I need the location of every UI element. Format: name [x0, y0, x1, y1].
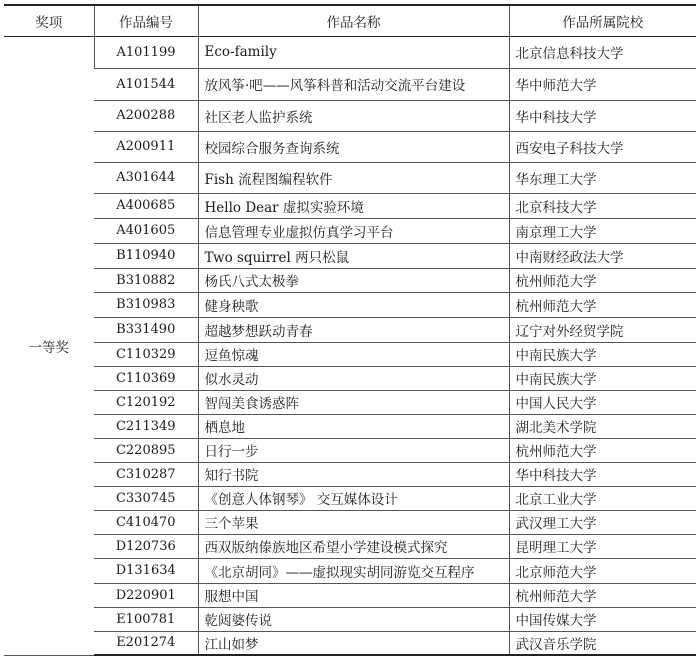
- work-name-cell: 校园综合服务查询系统: [198, 131, 509, 162]
- work-name-cell: 超越梦想跃动青春: [198, 317, 509, 342]
- work-code-cell: C110329: [94, 342, 198, 366]
- work-name-cell: 社区老人监护系统: [198, 100, 509, 131]
- table-row: [4, 162, 696, 193]
- work-name-cell: 乾闼婆传说: [198, 607, 509, 631]
- table-row: [4, 607, 696, 631]
- award-cell: 一等奖: [4, 36, 94, 655]
- table-row: [4, 317, 696, 342]
- work-code-cell: E100781: [94, 607, 198, 631]
- work-code-cell: C120192: [94, 390, 198, 414]
- work-name-cell: 知行书院: [198, 462, 509, 486]
- school-cell: 武汉理工大学: [509, 510, 696, 534]
- work-code-cell: A401605: [94, 218, 198, 243]
- school-cell: 华中师范大学: [509, 68, 696, 100]
- work-name-cell: 杨氏八式太极拳: [198, 268, 509, 292]
- work-name-cell: 西双版纳傣族地区希望小学建设模式探究: [198, 534, 509, 558]
- work-name-cell: 放风筝·吧——风筝科普和活动交流平台建设: [198, 68, 509, 100]
- header-name: 作品名称: [198, 5, 509, 36]
- work-code-cell: A400685: [94, 193, 198, 218]
- school-cell: 昆明理工大学: [509, 534, 696, 558]
- school-cell: 北京师范大学: [509, 558, 696, 583]
- work-name-cell: 智闯美食诱惑阵: [198, 390, 509, 414]
- table-header: [4, 5, 696, 36]
- work-code-cell: B110940: [94, 243, 198, 268]
- school-cell: 华中科技大学: [509, 462, 696, 486]
- work-code-cell: D220901: [94, 583, 198, 607]
- work-code-cell: C220895: [94, 438, 198, 462]
- table-row: [4, 292, 696, 317]
- school-cell: 华中科技大学: [509, 100, 696, 131]
- school-cell: 北京科技大学: [509, 193, 696, 218]
- work-name-cell: 信息管理专业虚拟仿真学习平台: [198, 218, 509, 243]
- work-name-cell: 三个苹果: [198, 510, 509, 534]
- work-name-cell: Hello Dear 虚拟实验环境: [198, 193, 509, 218]
- work-name-cell: 《北京胡同》——虚拟现实胡同游览交互程序: [198, 558, 509, 583]
- school-cell: 南京理工大学: [509, 218, 696, 243]
- table-row: [4, 414, 696, 438]
- table-row: [4, 100, 696, 131]
- work-name-cell: 江山如梦: [198, 631, 509, 655]
- school-cell: 中南财经政法大学: [509, 243, 696, 268]
- work-name-cell: 似水灵动: [198, 366, 509, 390]
- table-body: [4, 36, 696, 655]
- table-row: [4, 36, 696, 68]
- work-name-cell: 日行一步: [198, 438, 509, 462]
- work-name-cell: 栖息地: [198, 414, 509, 438]
- table-row: [4, 131, 696, 162]
- school-cell: 辽宁对外经贸学院: [509, 317, 696, 342]
- school-cell: 华东理工大学: [509, 162, 696, 193]
- header-row: [4, 5, 696, 36]
- work-code-cell: E201274: [94, 631, 198, 655]
- awards-table: [4, 4, 696, 656]
- school-cell: 北京信息科技大学: [509, 36, 696, 68]
- work-code-cell: D131634: [94, 558, 198, 583]
- table-row: [4, 631, 696, 655]
- school-cell: 杭州师范大学: [509, 583, 696, 607]
- table-row: [4, 462, 696, 486]
- table-row: [4, 366, 696, 390]
- work-name-cell: 《创意人体钢琴》 交互媒体设计: [198, 486, 509, 510]
- school-cell: 中国人民大学: [509, 390, 696, 414]
- school-cell: 杭州师范大学: [509, 438, 696, 462]
- work-code-cell: C330745: [94, 486, 198, 510]
- header-award: 奖项: [4, 5, 94, 36]
- work-code-cell: B310882: [94, 268, 198, 292]
- work-name-cell: 逗鱼惊魂: [198, 342, 509, 366]
- school-cell: 杭州师范大学: [509, 268, 696, 292]
- school-cell: 杭州师范大学: [509, 292, 696, 317]
- table-row: [4, 534, 696, 558]
- work-code-cell: C211349: [94, 414, 198, 438]
- table-row: [4, 390, 696, 414]
- work-code-cell: B331490: [94, 317, 198, 342]
- school-cell: 中南民族大学: [509, 342, 696, 366]
- table-row: [4, 438, 696, 462]
- table-row: [4, 193, 696, 218]
- work-name-cell: 服想中国: [198, 583, 509, 607]
- school-cell: 中南民族大学: [509, 366, 696, 390]
- school-cell: 西安电子科技大学: [509, 131, 696, 162]
- work-code-cell: C310287: [94, 462, 198, 486]
- work-name-cell: Eco-family: [198, 36, 509, 68]
- work-code-cell: D120736: [94, 534, 198, 558]
- table-row: [4, 268, 696, 292]
- header-code: 作品编号: [94, 5, 198, 36]
- table-row: [4, 558, 696, 583]
- work-code-cell: A101544: [94, 68, 198, 100]
- work-name-cell: Fish 流程图编程软件: [198, 162, 509, 193]
- work-code-cell: A301644: [94, 162, 198, 193]
- work-name-cell: Two squirrel 两只松鼠: [198, 243, 509, 268]
- school-cell: 湖北美术学院: [509, 414, 696, 438]
- awards-table-container: [4, 4, 696, 656]
- school-cell: 武汉音乐学院: [509, 631, 696, 655]
- header-school: 作品所属院校: [509, 5, 696, 36]
- table-row: [4, 510, 696, 534]
- work-code-cell: A200911: [94, 131, 198, 162]
- work-code-cell: B310983: [94, 292, 198, 317]
- table-row: [4, 218, 696, 243]
- school-cell: 中国传媒大学: [509, 607, 696, 631]
- work-code-cell: A101199: [94, 36, 198, 68]
- work-code-cell: C410470: [94, 510, 198, 534]
- work-name-cell: 健身秧歌: [198, 292, 509, 317]
- table-row: [4, 68, 696, 100]
- table-row: [4, 243, 696, 268]
- school-cell: 北京工业大学: [509, 486, 696, 510]
- work-code-cell: A200288: [94, 100, 198, 131]
- work-code-cell: C110369: [94, 366, 198, 390]
- table-row: [4, 583, 696, 607]
- table-row: [4, 486, 696, 510]
- table-row: [4, 342, 696, 366]
